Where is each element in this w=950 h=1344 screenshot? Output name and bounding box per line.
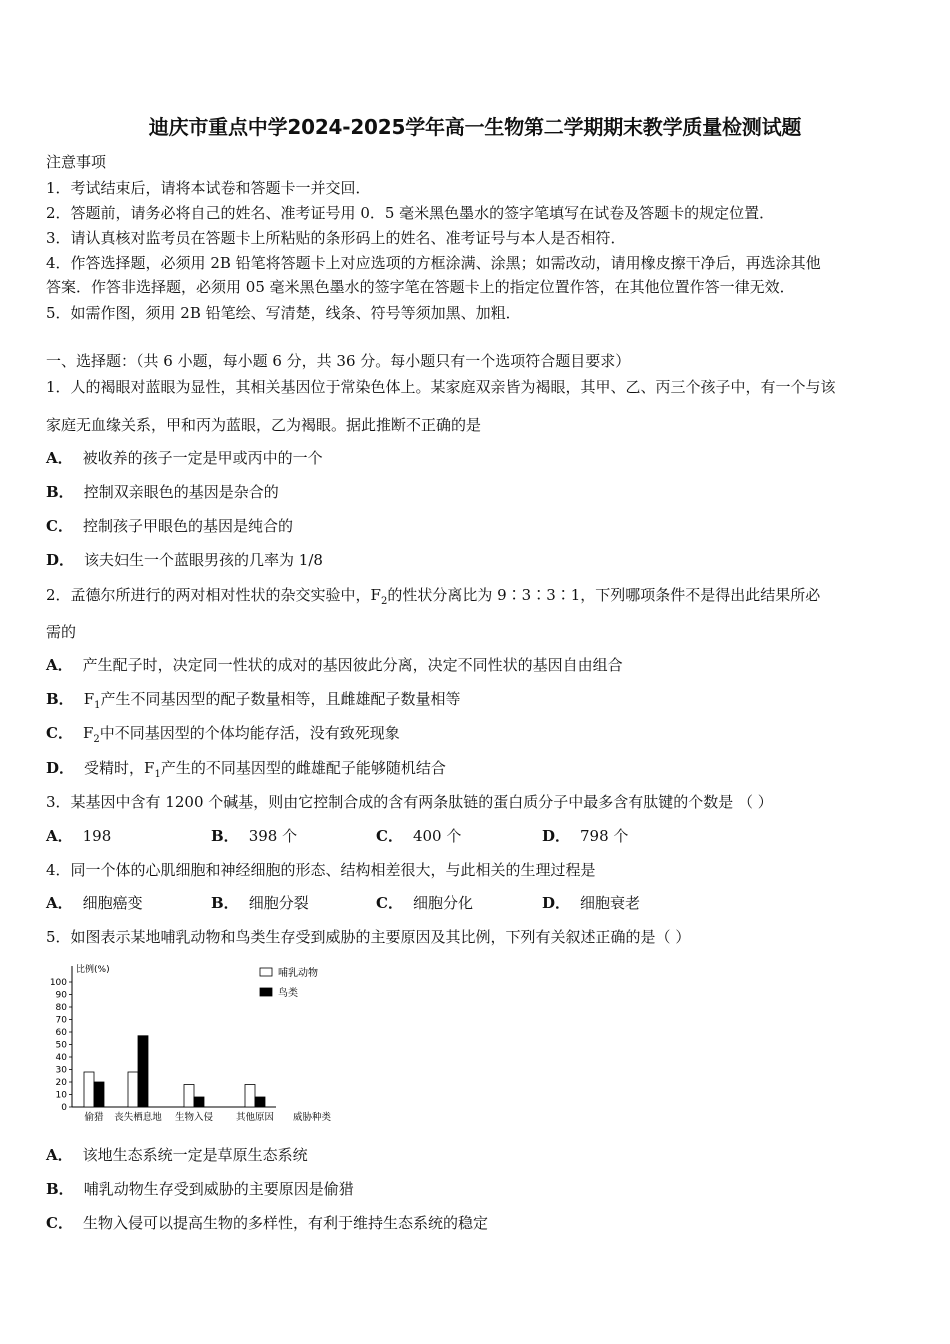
notice-item-5: 5．如需作图，须用 2B 铅笔绘、写清楚，线条、符号等须加黑、加粗． <box>46 304 521 322</box>
y-axis-label: 比例(%) <box>76 965 110 975</box>
q1-option-a: A． 被收养的孩子一定是甲或丙中的一个 <box>46 449 323 467</box>
x-tick-label: 偷猎 <box>84 1112 104 1123</box>
q1-stem: 1．人的褐眼对蓝眼为显性，其相关基因位于常染色体上。某家庭双亲皆为褐眼，其甲、乙、丙三个孩子中，有一个与该 <box>46 378 836 396</box>
q3-option-b: B． 398 个 <box>211 827 298 845</box>
q3-stem: 3．某基因中含有 1200 个碱基，则由它控制合成的含有两条肽链的蛋白质分子中最多含有肽键的个数是 （ ） <box>46 793 773 811</box>
notice-item-4: 4．作答选择题，必须用 2B 铅笔将答题卡上对应选项的方框涂满、涂黑；如需改动，请用橡皮擦干净后，再选涂其他 <box>46 254 821 272</box>
bar-bird-0 <box>94 1082 104 1107</box>
q4-options <box>46 892 746 912</box>
q5-option-a: A． 该地生态系统一定是草原生态系统 <box>46 1146 308 1164</box>
bar-bird-3 <box>255 1097 265 1107</box>
q3-option-d: D． 798 个 <box>542 827 629 845</box>
q4-option-a: A． 细胞癌变 <box>46 894 143 912</box>
x-tick-label: 生物入侵 <box>174 1112 214 1123</box>
q2-stem: 2．孟德尔所进行的两对相对性状的杂交实验中，$F_2$的性状分离比为 9∶3∶3∶1，下列哪项条件不是得出此结果所必 <box>46 586 821 607</box>
q3-options <box>46 825 746 845</box>
bar-mammal-1 <box>128 1072 138 1107</box>
q2-option-a: A． 产生配子时，决定同一性状的成对的基因彼此分离，决定不同性状的基因自由组合 <box>46 656 623 674</box>
q1-option-c: C． 控制孩子甲眼色的基因是纯合的 <box>46 517 293 535</box>
q2-stem-cont: 需的 <box>46 623 77 641</box>
q1-stem-cont: 家庭无血缘关系，甲和丙为蓝眼，乙为褐眼。据此推断不正确的是 <box>46 416 482 434</box>
q4-option-b: B． 细胞分裂 <box>211 894 309 912</box>
x-axis-label: 威胁种类 <box>292 1112 332 1123</box>
page-title: 迪庆市重点中学2024-2025学年高一生物第二学期期末教学质量检测试题 <box>148 115 802 139</box>
y-tick-label: 60 <box>55 1028 67 1038</box>
y-tick-label: 40 <box>55 1053 67 1063</box>
y-tick-label: 100 <box>49 978 67 988</box>
y-tick-label: 10 <box>55 1090 67 1101</box>
y-tick-label: 30 <box>55 1065 67 1076</box>
q2-option-c: C． $F_2$中不同基因型的个体均能存活，没有致死现象 <box>46 724 400 745</box>
q2-option-b: B． $F_1$产生不同基因型的配子数量相等，且雌雄配子数量相等 <box>46 690 461 711</box>
y-tick-label: 80 <box>55 1003 67 1013</box>
bar-mammal-3 <box>245 1085 255 1108</box>
section-heading: 一、选择题：（共 6 小题，每小题 6 分，共 36 分。每小题只有一个选项符合题目要求） <box>46 352 631 370</box>
legend-swatch-1 <box>260 988 272 996</box>
threat-bar-chart <box>44 958 344 1126</box>
bar-bird-1 <box>138 1036 148 1107</box>
notice-item-1: 1．考试结束后，请将本试卷和答题卡一并交回． <box>46 179 371 197</box>
y-tick-label: 0 <box>61 1103 67 1113</box>
y-tick-label: 20 <box>55 1078 67 1088</box>
bar-bird-2 <box>194 1097 204 1107</box>
legend-label-1: 鸟类 <box>278 988 298 999</box>
q5-option-b: B． 哺乳动物生存受到威胁的主要原因是偷猎 <box>46 1180 354 1198</box>
legend-swatch-0 <box>260 968 272 976</box>
q1-option-d: D． 该夫妇生一个蓝眼男孩的几率为 1/8 <box>46 551 323 569</box>
y-tick-label: 90 <box>55 990 67 1001</box>
y-tick-label: 70 <box>55 1015 67 1026</box>
q4-option-c: C． 细胞分化 <box>376 894 473 912</box>
x-tick-label: 其他原因 <box>235 1112 275 1123</box>
q3-option-c: C． 400 个 <box>376 827 462 845</box>
notice-item-2: 2．答题前，请务必将自己的姓名、准考证号用 0．5 毫米黑色墨水的签字笔填写在试卷及答题卡的规定位置． <box>46 204 775 222</box>
q4-stem: 4．同一个体的心肌细胞和神经细胞的形态、结构相差很大，与此相关的生理过程是 <box>46 861 596 879</box>
q5-option-c: C． 生物入侵可以提高生物的多样性，有利于维持生态系统的稳定 <box>46 1214 488 1232</box>
legend-label-0: 哺乳动物 <box>278 968 318 979</box>
x-tick-label: 丧失栖息地 <box>114 1112 162 1123</box>
q1-option-b: B． 控制双亲眼色的基因是杂合的 <box>46 483 279 501</box>
notice-item-4-cont: 答案．作答非选择题，必须用 05 毫米黑色墨水的签字笔在答题卡上的指定位置作答，在其他位置作答一律无效． <box>46 278 795 296</box>
y-tick-label: 50 <box>55 1040 67 1051</box>
q2-option-d: D． 受精时，$F_1$产生的不同基因型的雌雄配子能够随机结合 <box>46 759 446 780</box>
q3-option-a: A． 198 <box>46 827 112 845</box>
notice-heading: 注意事项 <box>46 153 107 171</box>
q5-stem: 5．如图表示某地哺乳动物和鸟类生存受到威胁的主要原因及其比例，下列有关叙述正确的是（ ） <box>46 928 691 946</box>
bar-mammal-0 <box>84 1072 94 1107</box>
q4-option-d: D． 细胞衰老 <box>542 894 641 912</box>
bar-mammal-2 <box>184 1085 194 1108</box>
notice-item-3: 3．请认真核对监考员在答题卡上所粘贴的条形码上的姓名、准考证号与本人是否相符． <box>46 229 626 247</box>
